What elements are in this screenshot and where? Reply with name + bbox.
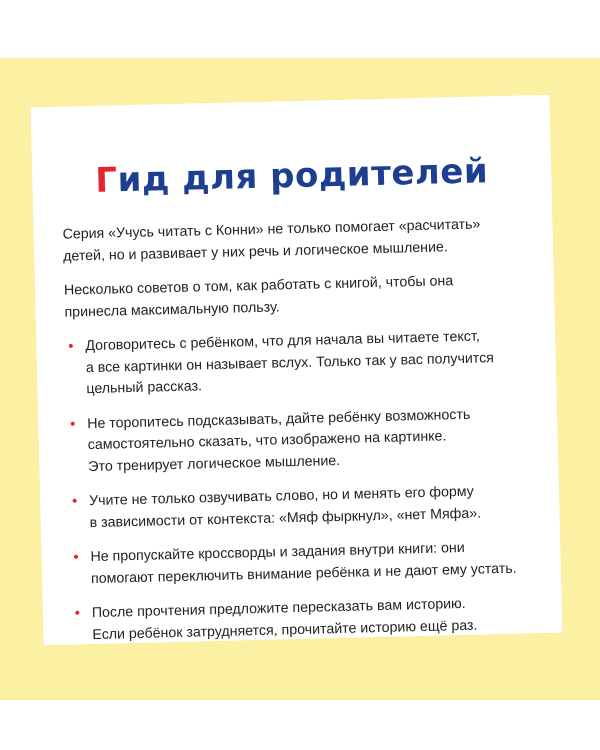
bullet-dot-icon: • bbox=[74, 605, 81, 622]
bottom-margin bbox=[0, 700, 600, 750]
text-line: Если ребёнок затрудняется, прочитайте историю ещё раз. bbox=[92, 617, 478, 643]
bullet-dot-icon: • bbox=[68, 338, 74, 355]
text-line: Не пропускайте кроссворды и задания внутри книги: они bbox=[90, 539, 465, 566]
text-line: Договоритесь с ребёнком, что для начала вы читаете текст, bbox=[85, 328, 480, 355]
text-line: принесла максимальную пользу. bbox=[64, 298, 280, 321]
text-line: помогают переключить внимание ребёнка и не дают ему устать. bbox=[90, 560, 517, 587]
tip-item bbox=[69, 480, 538, 534]
tip-item bbox=[70, 536, 539, 590]
tip-item bbox=[67, 403, 536, 479]
bullet-dot-icon: • bbox=[70, 415, 76, 433]
tip-item bbox=[65, 325, 534, 401]
tip-item bbox=[72, 592, 541, 646]
tips-list bbox=[65, 325, 540, 646]
text-line: цельный рассказ. bbox=[86, 378, 203, 398]
text-line: а все картинки он называет вслух. Только так у вас получится bbox=[85, 349, 495, 376]
intro-paragraph bbox=[62, 213, 531, 267]
guide-content bbox=[62, 213, 540, 659]
advice-intro-paragraph bbox=[64, 269, 533, 323]
bullet-dot-icon: • bbox=[71, 493, 78, 510]
text-line: детей, но и развивает у них речь и логическое мышление. bbox=[62, 238, 448, 265]
text-line: Это тренирует логическое мышление. bbox=[88, 452, 341, 475]
text-line: в зависимости от контекста: «Мяф фыркнул», «нет Мяфа». bbox=[89, 505, 482, 531]
text-line: самостоятельно сказать, что изображено на картинке. bbox=[87, 428, 447, 454]
text-line: Серия «Учусь читать с Конни» не только помогает «расчитать» bbox=[62, 216, 481, 243]
parents-guide-card bbox=[31, 95, 563, 646]
title-rest: ид для родителей bbox=[117, 151, 489, 201]
text-line: Не торопитесь подсказывать, дайте ребёнку возможность bbox=[87, 406, 471, 432]
text-line: Учите не только озвучивать слово, но и менять его форму bbox=[88, 483, 474, 510]
title-first-letter: Г bbox=[94, 160, 119, 201]
page-title bbox=[32, 150, 552, 203]
bullet-dot-icon: • bbox=[73, 549, 79, 566]
text-line: Несколько советов о том, как работать с книгой, чтобы она bbox=[63, 273, 454, 299]
text-line: После прочтения предложите пересказать вам историю. bbox=[91, 595, 466, 622]
